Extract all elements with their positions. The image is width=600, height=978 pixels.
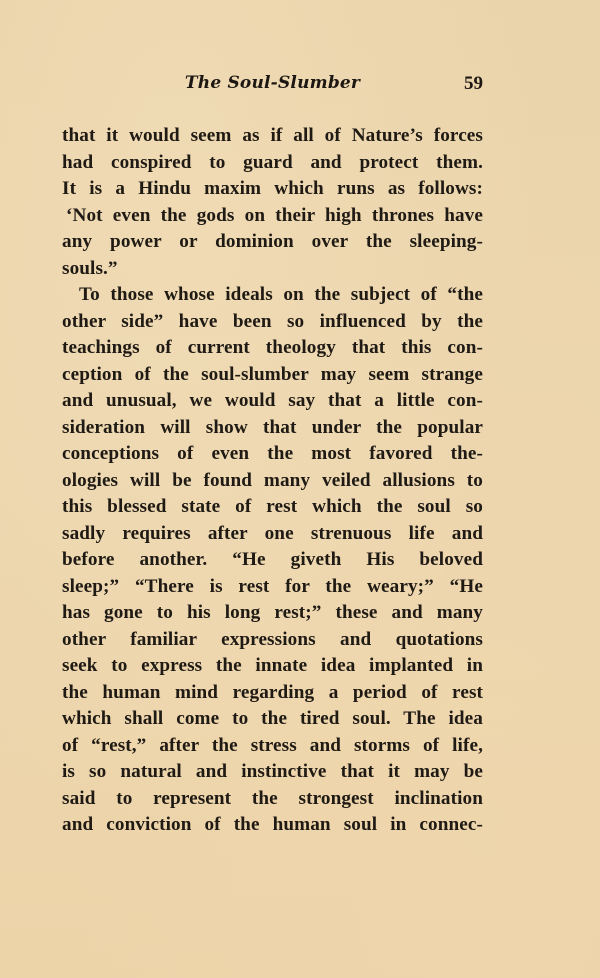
text-line: any power or dominion over the sleeping- bbox=[62, 231, 483, 252]
text-line: that it would seem as if all of Nature’s forces bbox=[62, 125, 483, 146]
text-line: seek to express the innate idea implanted in bbox=[62, 655, 483, 676]
text-line: other familiar expressions and quotations bbox=[62, 628, 483, 650]
text-line: which shall come to the tired soul. The idea bbox=[62, 708, 483, 729]
running-head bbox=[62, 73, 483, 101]
text-line: ologies will be found many veiled allusions to bbox=[62, 469, 483, 491]
text-line: teachings of current theology that this con- bbox=[62, 337, 483, 358]
text-line: conceptions of even the most favored the- bbox=[62, 443, 483, 464]
page-number: 59 bbox=[464, 73, 483, 94]
text-line: has gone to his long rest;” these and many bbox=[62, 602, 483, 623]
text-line: ception of the soul-slumber may seem strange bbox=[62, 363, 483, 385]
text-line: is so natural and instinctive that it may be bbox=[62, 761, 483, 782]
text-line: and conviction of the human soul in connec- bbox=[62, 814, 483, 835]
text-line: sleep;” “There is rest for the weary;” “He bbox=[62, 575, 483, 597]
text-line: ‘Not even the gods on their high thrones have bbox=[66, 204, 483, 226]
text-line: and unusual, we would say that a little con- bbox=[62, 390, 483, 411]
text-line: of “rest,” after the stress and storms of life, bbox=[62, 734, 483, 756]
text-line: said to represent the strongest inclination bbox=[62, 787, 483, 809]
text-line: sadly requires after one strenuous life and bbox=[62, 522, 483, 544]
text-line: had conspired to guard and protect them. bbox=[62, 151, 483, 173]
text-line: other side” have been so influenced by the bbox=[62, 310, 483, 332]
text-line: the human mind regarding a period of rest bbox=[62, 681, 483, 703]
text-line: sideration will show that under the popular bbox=[62, 416, 483, 438]
body-text bbox=[62, 123, 483, 839]
text-line: this blessed state of rest which the soul so bbox=[62, 496, 483, 517]
text-line-paragraph-start: To those whose ideals on the subject of “the bbox=[79, 284, 483, 305]
text-line: It is a Hindu maxim which runs as follows: bbox=[62, 178, 483, 199]
text-line: before another. “He giveth His beloved bbox=[62, 549, 483, 570]
text-line-paragraph-end: souls.” bbox=[62, 257, 118, 279]
running-title: The Soul-Slumber bbox=[184, 73, 361, 93]
